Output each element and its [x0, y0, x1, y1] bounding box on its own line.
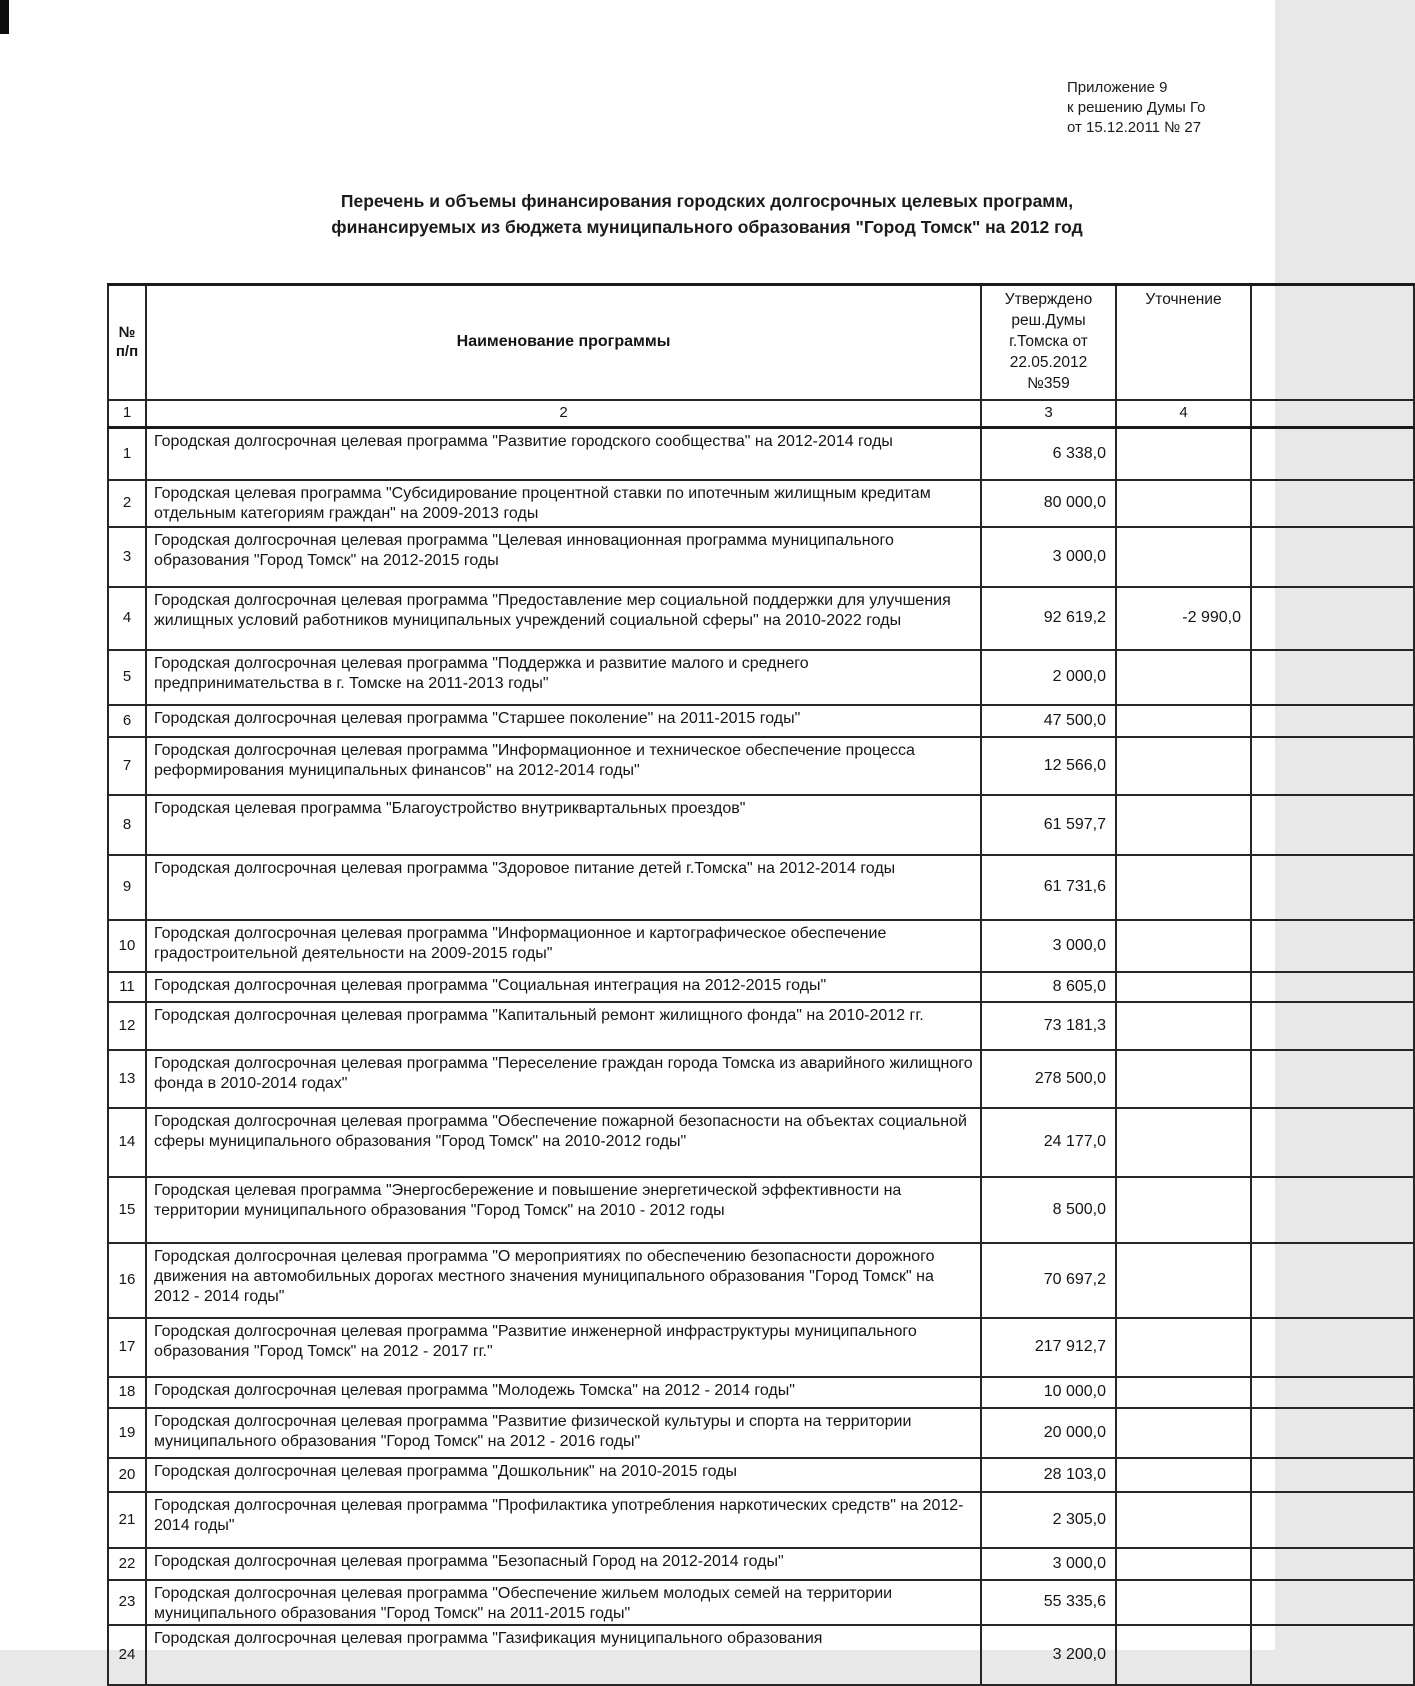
table-row: [108, 1177, 1414, 1243]
table-row: [108, 428, 1414, 480]
table-row: [108, 795, 1414, 855]
table-row: [108, 480, 1414, 527]
table-row: [108, 855, 1414, 920]
cutoff-column-cell: [1251, 428, 1414, 480]
appendix-line-1: Приложение 9: [1067, 79, 1168, 96]
clarification-amount: [1116, 527, 1251, 587]
table-row: [108, 1318, 1414, 1377]
approved-amount: 217 912,7: [981, 1318, 1116, 1377]
cutoff-column-cell: [1251, 705, 1414, 737]
header-clarification: Уточнение: [1116, 285, 1251, 400]
program-name: Городская целевая программа "Благоустройство внутриквартальных проездов": [146, 795, 981, 855]
clarification-amount: [1116, 1002, 1251, 1050]
row-number: 8: [108, 795, 146, 855]
table-row: [108, 650, 1414, 705]
approved-amount: 47 500,0: [981, 705, 1116, 737]
cutoff-column-cell: [1251, 972, 1414, 1002]
program-name: Городская долгосрочная целевая программа "О мероприятиях по обеспечению безопасности дорожного движения на автомобильных дорогах местного значения муниципального образования "Город Томск" на 2012 - 2014 годы": [146, 1243, 981, 1318]
row-number: 16: [108, 1243, 146, 1318]
program-name: Городская долгосрочная целевая программа "Развитие городского сообщества" на 2012-2014 годы: [146, 428, 981, 480]
cutoff-column-cell: [1251, 1458, 1414, 1492]
table-row: [108, 1243, 1414, 1318]
clarification-amount: [1116, 1625, 1251, 1685]
table-row: [108, 1377, 1414, 1408]
header-approved-amount: Утверждено реш.Думы г.Томска от 22.05.2012 №359: [981, 285, 1116, 400]
document-title-line-1: Перечень и объемы финансирования городских долгосрочных целевых программ,: [340, 191, 1074, 211]
approved-amount: 8 500,0: [981, 1177, 1116, 1243]
program-name: Городская долгосрочная целевая программа "Обеспечение пожарной безопасности на объектах социальной сферы муниципального образования "Город Томск" на 2010-2012 годы": [146, 1108, 981, 1177]
row-number: 2: [108, 480, 146, 527]
clarification-amount: [1116, 1377, 1251, 1408]
row-number: 5: [108, 650, 146, 705]
cutoff-column-cell: [1251, 1377, 1414, 1408]
approved-amount: 3 000,0: [981, 527, 1116, 587]
clarification-amount: [1116, 920, 1251, 972]
cutoff-column-cell: [1251, 1548, 1414, 1580]
cutoff-column-cell: [1251, 920, 1414, 972]
row-number: 17: [108, 1318, 146, 1377]
column-number-2: 2: [146, 400, 981, 428]
cutoff-column-cell: [1251, 855, 1414, 920]
approved-amount: 2 000,0: [981, 650, 1116, 705]
programs-funding-table: [107, 283, 1415, 1686]
clarification-amount: [1116, 1492, 1251, 1548]
program-name: Городская долгосрочная целевая программа "Обеспечение жильем молодых семей на территории муниципального образования "Город Томск" на 2011-2015 годы": [146, 1580, 981, 1625]
clarification-amount: [1116, 1177, 1251, 1243]
program-name: Городская долгосрочная целевая программа "Развитие физической культуры и спорта на территории муниципального образования "Город Томск" на 2012 - 2016 годы": [146, 1408, 981, 1458]
approved-amount: 73 181,3: [981, 1002, 1116, 1050]
program-name: Городская долгосрочная целевая программа "Здоровое питание детей г.Томска" на 2012-2014 годы: [146, 855, 981, 920]
approved-amount: 28 103,0: [981, 1458, 1116, 1492]
cutoff-column-cell: [1251, 480, 1414, 527]
cutoff-column-cell: [1251, 587, 1414, 650]
row-number: 1: [108, 428, 146, 480]
clarification-amount: [1116, 1458, 1251, 1492]
approved-amount: 10 000,0: [981, 1377, 1116, 1408]
row-number: 11: [108, 972, 146, 1002]
row-number: 7: [108, 737, 146, 795]
clarification-amount: [1116, 1548, 1251, 1580]
table-row: [108, 1408, 1414, 1458]
table-body: [108, 428, 1414, 1685]
program-name: Городская долгосрочная целевая программа "Переселение граждан города Томска из аварийного жилищного фонда в 2010-2014 годах": [146, 1050, 981, 1108]
program-name: Городская долгосрочная целевая программа "Развитие инженерной инфраструктуры муниципального образования "Город Томск" на 2012 - 2017 гг.": [146, 1318, 981, 1377]
row-number: 14: [108, 1108, 146, 1177]
program-name: Городская долгосрочная целевая программа "Профилактика употребления наркотических средств" на 2012-2014 годы": [146, 1492, 981, 1548]
approved-amount: 3 000,0: [981, 1548, 1116, 1580]
approved-amount: 6 338,0: [981, 428, 1116, 480]
approved-amount: 61 731,6: [981, 855, 1116, 920]
cutoff-column-cell: [1251, 1492, 1414, 1548]
clarification-amount: [1116, 650, 1251, 705]
cutoff-column-cell: [1251, 1625, 1414, 1685]
program-name: Городская долгосрочная целевая программа "Безопасный Город на 2012-2014 годы": [146, 1548, 981, 1580]
appendix-line-2: к решению Думы Го: [1067, 99, 1206, 116]
table-row: [108, 737, 1414, 795]
cutoff-column-cell: [1251, 1050, 1414, 1108]
program-name: Городская долгосрочная целевая программа "Информационное и картографическое обеспечение градостроительной деятельности на 2009-2015 годы": [146, 920, 981, 972]
approved-amount: 70 697,2: [981, 1243, 1116, 1318]
cutoff-column-cell: [1251, 1243, 1414, 1318]
row-number: 21: [108, 1492, 146, 1548]
clarification-amount: [1116, 705, 1251, 737]
row-number: 9: [108, 855, 146, 920]
table-row: [108, 527, 1414, 587]
column-number-1: 1: [108, 400, 146, 428]
clarification-amount: [1116, 1243, 1251, 1318]
row-number: 4: [108, 587, 146, 650]
table-row: [108, 1050, 1414, 1108]
program-name: Городская долгосрочная целевая программа "Капитальный ремонт жилищного фонда" на 2010-2012 гг.: [146, 1002, 981, 1050]
clarification-amount: [1116, 795, 1251, 855]
table-row: [108, 1002, 1414, 1050]
table-row: [108, 1108, 1414, 1177]
clarification-amount: [1116, 855, 1251, 920]
column-number-cutoff: [1251, 400, 1414, 428]
clarification-amount: [1116, 1580, 1251, 1625]
approved-amount: 3 200,0: [981, 1625, 1116, 1685]
appendix-line-3: от 15.12.2011 № 27: [1067, 119, 1202, 136]
cutoff-column-cell: [1251, 1108, 1414, 1177]
clarification-amount: [1116, 737, 1251, 795]
row-number: 24: [108, 1625, 146, 1685]
program-name: Городская целевая программа "Субсидирование процентной ставки по ипотечным жилищным кредитам отдельным категориям граждан" на 2009-2013 годы: [146, 480, 981, 527]
column-number-3: 3: [981, 400, 1116, 428]
program-name: Городская долгосрочная целевая программа "Старшее поколение" на 2011-2015 годы": [146, 705, 981, 737]
table-row: [108, 1625, 1414, 1685]
header-row-number: № п/п: [108, 285, 146, 400]
table-row: [108, 972, 1414, 1002]
table-row: [108, 1548, 1414, 1580]
clarification-amount: -2 990,0: [1116, 587, 1251, 650]
appendix-note: [1067, 78, 1205, 138]
header-cutoff-column: [1251, 285, 1414, 400]
program-name: Городская долгосрочная целевая программа "Поддержка и развитие малого и среднего предпринимательства в г. Томске на 2011-2013 годы": [146, 650, 981, 705]
clarification-amount: [1116, 972, 1251, 1002]
program-name: Городская целевая программа "Энергосбережение и повышение энергетической эффективности на территории муниципального образования "Город Томск" на 2010 - 2012 годы: [146, 1177, 981, 1243]
row-number: 10: [108, 920, 146, 972]
scan-edge-artifact: [0, 0, 9, 34]
cutoff-column-cell: [1251, 795, 1414, 855]
table-row: [108, 920, 1414, 972]
row-number: 20: [108, 1458, 146, 1492]
cutoff-column-cell: [1251, 1002, 1414, 1050]
program-name: Городская долгосрочная целевая программа "Целевая инновационная программа муниципального образования "Город Томск" на 2012-2015 годы: [146, 527, 981, 587]
cutoff-column-cell: [1251, 1408, 1414, 1458]
row-number: 13: [108, 1050, 146, 1108]
approved-amount: 61 597,7: [981, 795, 1116, 855]
cutoff-column-cell: [1251, 737, 1414, 795]
program-name: Городская долгосрочная целевая программа "Социальная интеграция на 2012-2015 годы": [146, 972, 981, 1002]
row-number: 22: [108, 1548, 146, 1580]
approved-amount: 24 177,0: [981, 1108, 1116, 1177]
column-number-4: 4: [1116, 400, 1251, 428]
cutoff-column-cell: [1251, 650, 1414, 705]
program-name: Городская долгосрочная целевая программа "Предоставление мер социальной поддержки для улучшения жилищных условий работников муниципальных учреждений социальной сферы" на 2010-2022 годы: [146, 587, 981, 650]
program-name: Городская долгосрочная целевая программа "Газификация муниципального образования: [146, 1625, 981, 1685]
row-number: 3: [108, 527, 146, 587]
document-title: [107, 188, 1307, 240]
row-number: 19: [108, 1408, 146, 1458]
table-row: [108, 1458, 1414, 1492]
approved-amount: 80 000,0: [981, 480, 1116, 527]
table-row: [108, 705, 1414, 737]
approved-amount: 2 305,0: [981, 1492, 1116, 1548]
approved-amount: 12 566,0: [981, 737, 1116, 795]
document-title-line-2: финансируемых из бюджета муниципального образования "Город Томск" на 2012 год: [331, 217, 1083, 237]
program-name: Городская долгосрочная целевая программа "Информационное и техническое обеспечение процесса реформирования муниципальных финансов" на 2012-2014 годы": [146, 737, 981, 795]
approved-amount: 20 000,0: [981, 1408, 1116, 1458]
approved-amount: 92 619,2: [981, 587, 1116, 650]
row-number: 18: [108, 1377, 146, 1408]
clarification-amount: [1116, 1408, 1251, 1458]
column-numbering-row: [108, 400, 1414, 428]
cutoff-column-cell: [1251, 1318, 1414, 1377]
clarification-amount: [1116, 480, 1251, 527]
row-number: 23: [108, 1580, 146, 1625]
clarification-amount: [1116, 1108, 1251, 1177]
row-number: 12: [108, 1002, 146, 1050]
table-row: [108, 587, 1414, 650]
clarification-amount: [1116, 1050, 1251, 1108]
program-name: Городская долгосрочная целевая программа "Молодежь Томска" на 2012 - 2014 годы": [146, 1377, 981, 1408]
clarification-amount: [1116, 428, 1251, 480]
cutoff-column-cell: [1251, 527, 1414, 587]
table-row: [108, 1580, 1414, 1625]
approved-amount: 278 500,0: [981, 1050, 1116, 1108]
cutoff-column-cell: [1251, 1177, 1414, 1243]
program-name: Городская долгосрочная целевая программа "Дошкольник" на 2010-2015 годы: [146, 1458, 981, 1492]
approved-amount: 3 000,0: [981, 920, 1116, 972]
header-program-name: Наименование программы: [146, 285, 981, 400]
clarification-amount: [1116, 1318, 1251, 1377]
table-header-row: [108, 285, 1414, 400]
approved-amount: 55 335,6: [981, 1580, 1116, 1625]
row-number: 15: [108, 1177, 146, 1243]
approved-amount: 8 605,0: [981, 972, 1116, 1002]
table-row: [108, 1492, 1414, 1548]
cutoff-column-cell: [1251, 1580, 1414, 1625]
row-number: 6: [108, 705, 146, 737]
